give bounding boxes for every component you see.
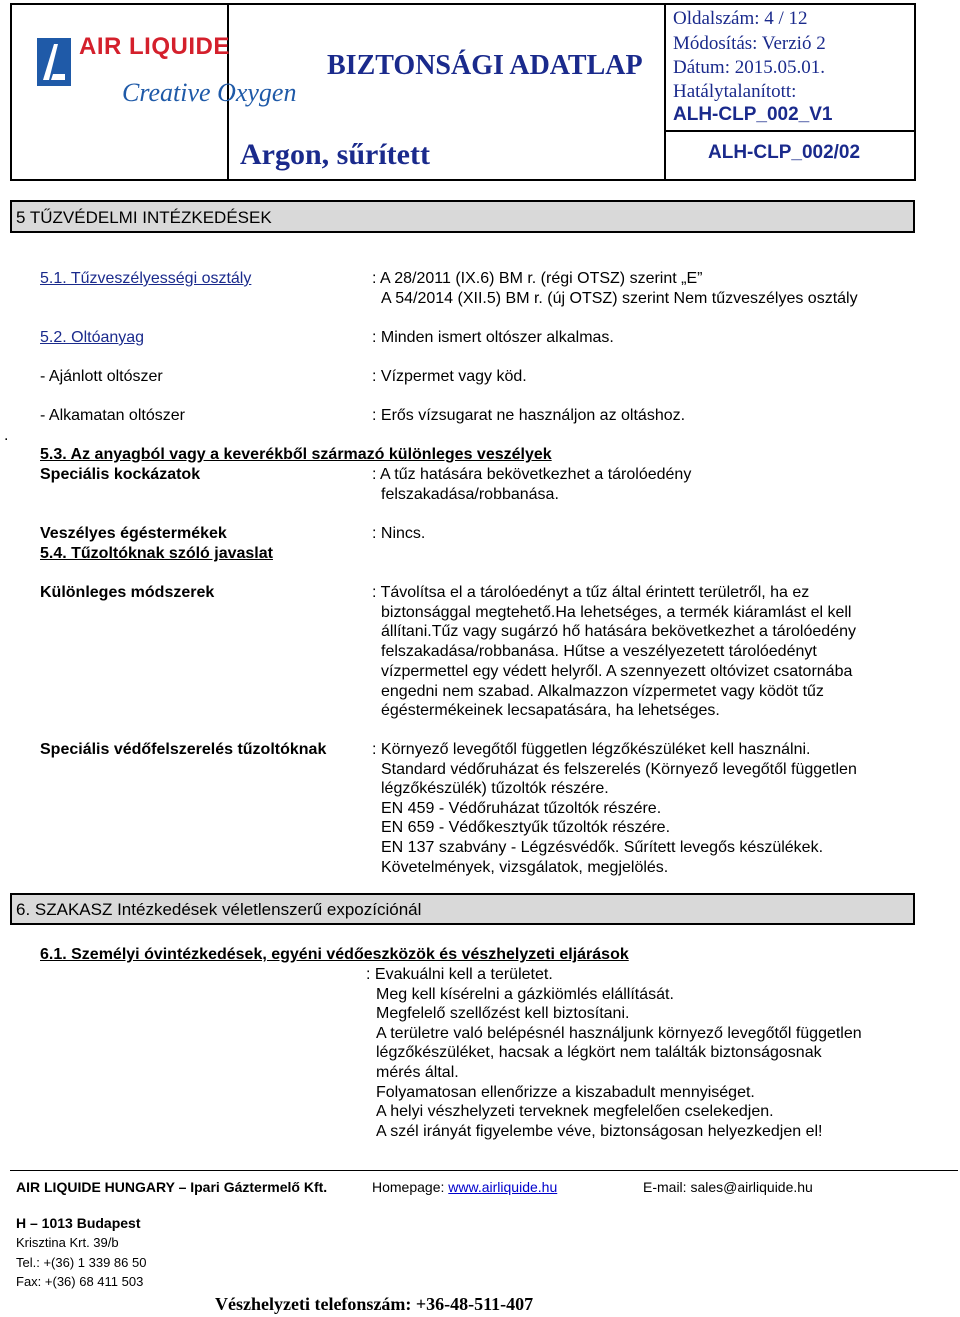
equipment-line: EN 137 szabvány - Légzésvédők. Sűrített levegős készülékek. — [381, 839, 824, 856]
equipment-line: légzőkészülék) tűzoltók részére. — [381, 780, 609, 797]
s61-line: A helyi vészhelyzeti terveknek megfelelően cselekedjen. — [376, 1103, 774, 1120]
document-code: ALH-CLP_002/02 — [708, 142, 861, 163]
s52-value: : Minden ismert oltószer alkalmas. — [372, 329, 614, 346]
document-title: BIZTONSÁGI ADATLAP — [327, 50, 643, 81]
logo-name: AIR LIQUIDE — [79, 33, 230, 60]
recommended-label: - Ajánlott oltószer — [40, 368, 163, 385]
page-number: Oldalszám: 4 / 12 — [673, 8, 808, 29]
s61-title: 6.1. Személyi óvintézkedések, egyéni védőeszközök és vészhelyzeti eljárások — [40, 946, 629, 963]
s61-line: mérés által. — [376, 1064, 459, 1081]
logo-tagline: Creative Oxygen — [122, 78, 297, 107]
s51-value: A 54/2014 (XII.5) BM r. (új OTSZ) szerint Nem tűzveszélyes osztály — [381, 290, 858, 307]
equipment-line: : Környező levegőtől független légzőkészüléket kell használni. — [372, 741, 811, 758]
header-divider — [664, 5, 666, 179]
footer-company: AIR LIQUIDE HUNGARY – Ipari Gáztermelő Kft. — [16, 1179, 328, 1195]
s61-line: : Evakuálni kell a területet. — [366, 966, 553, 983]
methods-line: engedni nem szabad. Alkalmazzon vízpermetet vagy ködöt tűz — [381, 683, 824, 700]
section-title: 6. SZAKASZ Intézkedések véletlenszerű expozíciónál — [16, 900, 422, 919]
s61-line: Meg kell kísérelni a gázkiömlés elállítását. — [376, 986, 674, 1003]
supersedes-code: ALH-CLP_002_V1 — [673, 104, 833, 125]
homepage-link[interactable]: www.airliquide.hu — [448, 1179, 558, 1195]
s61-line: Megfelelő szellőzést kell biztosítani. — [376, 1005, 630, 1022]
footer-tel: Tel.: +(36) 1 339 86 50 — [16, 1255, 147, 1270]
s54-title: 5.4. Tűzoltóknak szóló javaslat — [40, 545, 273, 562]
equipment-line: Követelmények, vizsgálatok, megjelölés. — [381, 859, 669, 876]
air-liquide-logo-icon — [37, 38, 71, 86]
s61-line: A területre való belépésnél használjunk környező levegőtől független — [376, 1025, 862, 1042]
methods-line: felszakadása/robbanása. Hűtse a veszélyezetett tárolóedényt — [381, 643, 817, 660]
section-6-header — [10, 893, 915, 925]
revision: Módosítás: Verzió 2 — [673, 33, 826, 54]
equipment-line: EN 659 - Védőkesztyűk tűzoltók részére. — [381, 819, 671, 836]
methods-line: : Távolítsa el a tárolóedényt a tűz által érintett területről, ha ez — [372, 584, 810, 601]
unsuitable-label: - Alkamatan oltószer — [40, 407, 185, 424]
section-5-header — [10, 200, 915, 233]
revision-date: Dátum: 2015.05.01. — [673, 57, 825, 78]
footer-emergency: Vészhelyzeti telefonszám: +36-48-511-407 — [215, 1294, 534, 1314]
footer-street: Krisztina Krt. 39/b — [16, 1235, 119, 1250]
header-divider — [664, 130, 916, 132]
footer-homepage — [372, 1179, 557, 1195]
methods-line: állítani.Tűz vagy sugárzó hő hatására bekövetkezhet a tárolóedény — [381, 623, 856, 640]
footer-fax: Fax: +(36) 68 411 503 — [16, 1274, 144, 1289]
s53-title: 5.3. Az anyagból vagy a keverékből származó különleges veszélyek — [40, 446, 552, 463]
supersedes-label: Hatálytalanított: — [673, 81, 797, 102]
methods-line: biztonsággal megtehető.Ha lehetséges, a termék kiáramlást el kell — [381, 604, 852, 621]
unsuitable-value: : Erős vízsugarat ne használjon az oltáshoz. — [372, 407, 686, 424]
s51-value: : A 28/2011 (IX.6) BM r. (régi OTSZ) szerint „E” — [372, 270, 703, 287]
equipment-line: Standard védőruházat és felszerelés (Környező levegőtől független — [381, 761, 857, 778]
homepage-label: Homepage: — [372, 1179, 449, 1195]
recommended-value: : Vízpermet vagy köd. — [372, 368, 527, 385]
s51-label: 5.1. Tűzveszélyességi osztály — [40, 270, 252, 287]
product-name: Argon, sűrített — [240, 138, 430, 171]
footer-email: E-mail: sales@airliquide.hu — [643, 1179, 813, 1195]
s61-line: légzőkészüléket, hacsak a légkört nem találták biztonságosnak — [376, 1044, 822, 1061]
footer-divider — [10, 1170, 958, 1171]
equipment-label: Speciális védőfelszerelés tűzoltóknak — [40, 741, 327, 758]
footer-city: H – 1013 Budapest — [16, 1215, 141, 1231]
equipment-line: EN 459 - Védőruházat tűzoltók részére. — [381, 800, 662, 817]
s61-line: Folyamatosan ellenőrizze a kiszabadult mennyiséget. — [376, 1084, 755, 1101]
special-risks-value: felszakadása/robbanása. — [381, 486, 559, 503]
s61-line: A szél irányát figyelembe véve, biztonságosan helyezkedjen el! — [376, 1123, 823, 1140]
section-title: 5 TŰZVÉDELMI INTÉZKEDÉSEK — [16, 208, 272, 227]
hazardous-label: Veszélyes égéstermékek — [40, 525, 227, 542]
s52-label: 5.2. Oltóanyag — [40, 329, 145, 346]
methods-line: vízpermettel egy védett helyről. A szennyezett oltóvizet csatornába — [381, 663, 853, 680]
methods-label: Különleges módszerek — [40, 584, 215, 601]
stray-dot: . — [4, 427, 9, 444]
hazardous-value: : Nincs. — [372, 525, 426, 542]
special-risks-label: Speciális kockázatok — [40, 466, 201, 483]
special-risks-value: : A tűz hatására bekövetkezhet a tárolóedény — [372, 466, 692, 483]
methods-line: égéstermékeinek lecsapatására, ha lehetséges. — [381, 702, 720, 719]
